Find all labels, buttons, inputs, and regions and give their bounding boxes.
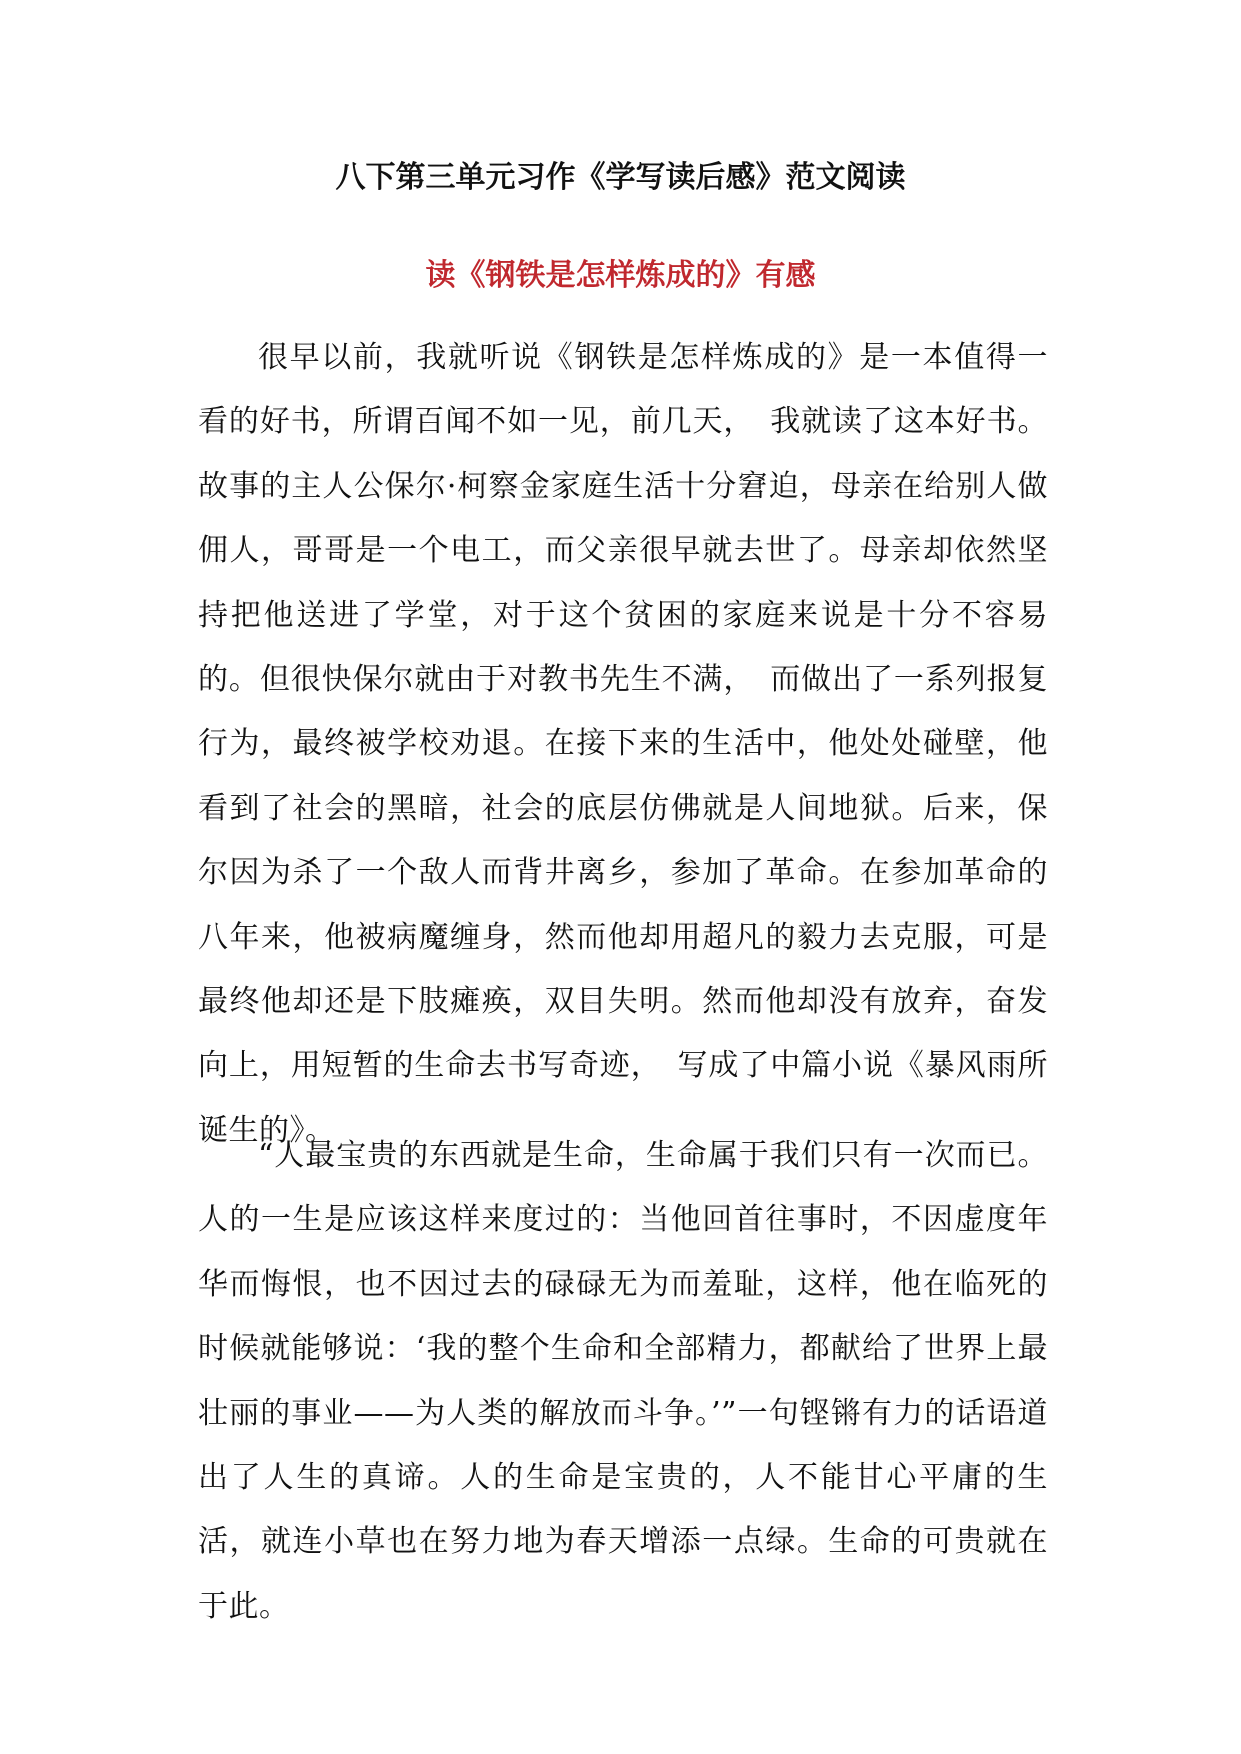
- essay-title: 读《钢铁是怎样炼成的》有感: [425, 258, 816, 293]
- body-paragraph-2: “人最宝贵的东西就是生命，生命属于我们只有一次而已。人的一生是应该这样来度过的：当他回首往事时，不因虚度年华而悔恨，也不因过去的碌碌无为而羞耻，这样，他在临死的时候就能够说：‘我的整个生命和全部精力，都献给了世界上最壮丽的事业——为人类的解放而斗争。’”一句铿锵有力的话语道出了人生的真谛。人的生命是宝贵的，人不能甘心平庸的生活，就连小草也在努力地为春天增添一点绿。生命的可贵就在于此。: [198, 1138, 1048, 1624]
- body-paragraph-1: 很早以前，我就听说《钢铁是怎样炼成的》是一本值得一看的好书，所谓百闻不如一见，前几天， 我就读了这本好书。故事的主人公保尔·柯察金家庭生活十分窘迫，母亲在给别人做佣人，哥哥是一个电工，而父亲很早就去世了。母亲却依然坚持把他送进了学堂，对于这个贫困的家庭来说是十分不容易的。但很快保尔就由于对教书先生不满， 而做出了一系列报复行为，最终被学校劝退。在接下来的生活中，他处处碰壁，他看到了社会的黑暗，社会的底层仿佛就是人间地狱。后来，保尔因为杀了一个敌人而背井离乡，参加了革命。在参加革命的八年来，他被病魔缠身，然而他却用超凡的毅力去克服，可是最终他却还是下肢瘫痪，双目失明。然而他却没有放弃，奋发向上，用短暂的生命去书写奇迹， 写成了中篇小说《暴风雨所诞生的》。: [198, 340, 1048, 1148]
- page-title: 八下第三单元习作《学写读后感》范文阅读: [335, 160, 906, 195]
